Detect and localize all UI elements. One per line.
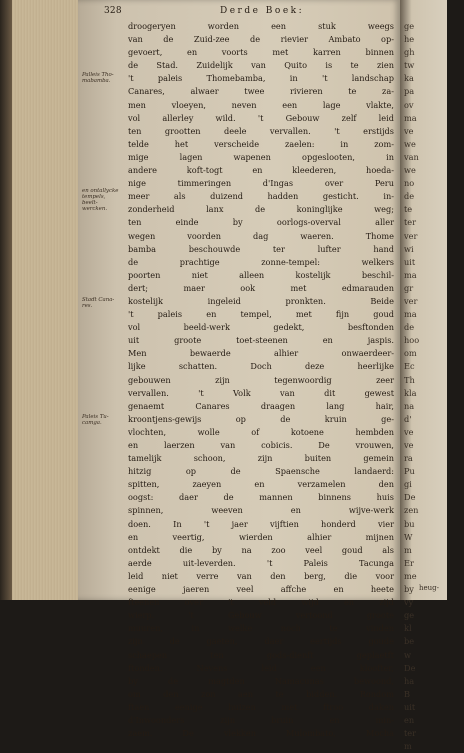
text-line: en laerzen van cobicis. De vrouwen, — [128, 440, 394, 450]
facing-text-line: Th — [404, 374, 415, 385]
facing-text-line: te — [404, 204, 413, 215]
facing-text-line: De — [404, 662, 416, 673]
facing-text-line: B — [404, 688, 411, 699]
facing-text-line: m — [404, 741, 412, 752]
facing-text-line: wi — [404, 243, 414, 254]
text-line: de Stad. Zuidelijk van Quito is te zien — [128, 60, 394, 71]
text-line: by de magtden Namacunas bewoond, — [128, 675, 394, 686]
facing-text-line: kl — [404, 623, 412, 634]
text-line: nige timmeringen d'Ingas over Peru — [128, 178, 394, 189]
facing-text-line: W — [404, 531, 413, 542]
facing-text-line: ma — [404, 112, 417, 123]
text-line: ftaen eenige huizen met ftroo daken — [128, 701, 394, 712]
margin-note: Paleis Tu-camga. — [82, 414, 109, 426]
text-line: ontdekt die by na zoo veel goud als — [128, 544, 394, 555]
text-line: vervallen. 't Volk van dit gewest — [128, 387, 394, 398]
text-line: spitten, zaeyen en verzamelen den — [128, 479, 394, 490]
text-line: d'Inwoonders zijn bruin en min- — [128, 714, 394, 725]
text-line: ten einde by oorlogs-overval aller — [128, 217, 394, 228]
text-line: Men bewaerde alhier onwaerdeer- — [128, 348, 394, 359]
facing-text-line: van — [404, 151, 419, 162]
facing-text-line: be — [404, 636, 415, 647]
text-line: vol allerley wild. 't Gebouw zelf leid — [128, 112, 394, 123]
right-page-edge — [400, 0, 447, 752]
text-line: lijke schatten. Doch deze heerlijke — [128, 361, 394, 372]
facing-text-line: ma — [404, 269, 417, 280]
facing-text-line: ge — [404, 21, 415, 31]
facing-text-line: de — [404, 322, 415, 333]
margin-note: Palleis Tho-mabamba. — [82, 72, 114, 84]
margin-note: en ontallycke tempels, beelt-wercken. — [82, 188, 119, 212]
text-line: 't paleis en tempel, met fijn goud — [128, 309, 394, 320]
left-page — [78, 0, 400, 739]
text-line: vlochten, wolle of kotoene hembden — [128, 426, 394, 437]
facing-text-line: bu — [404, 518, 415, 529]
facing-text-line: tw — [404, 60, 415, 71]
facing-text-line: hoo — [404, 335, 420, 346]
text-line: aerde uit-leverden. 't Paleis Tacunga — [128, 557, 394, 568]
facing-text-line: we — [404, 138, 416, 149]
text-line: en veertig, wierden alhier mijnen — [128, 531, 394, 542]
text-line: kroontjens-gewijs op de kruin ge- — [128, 413, 394, 424]
text-line: van de Zuid-zee de rievier Ambato op- — [128, 34, 394, 45]
facing-text-line: ver — [404, 230, 418, 241]
text-line: wegen voorden dag waeren. Thome — [128, 230, 394, 241]
facing-text-line: om — [404, 348, 417, 359]
margin-notes — [82, 0, 122, 600]
facing-text-line: na — [404, 400, 415, 411]
text-line: ftonden. Nevens leid een kloofter, — [128, 662, 394, 673]
body-text — [128, 20, 394, 740]
facing-text-line: ra — [404, 453, 413, 464]
facing-text-line: ter — [404, 728, 417, 739]
facing-text-line: w — [404, 649, 412, 660]
text-line: doen. In 't jaer vijftien honderd vier — [128, 518, 394, 529]
facing-text-line: uit — [404, 701, 416, 712]
facing-text-line: gr — [404, 282, 414, 293]
facing-text-line: De — [404, 492, 416, 503]
facing-text-line: ov — [404, 99, 414, 110]
facing-text-line: he — [404, 34, 415, 45]
text-line: droogeryen worden een stuk weegs — [128, 21, 394, 31]
text-line: muuren, in welke noch te vinden — [128, 623, 394, 634]
text-line: telde het verscheide zaelen: in zom- — [128, 138, 394, 149]
facing-text-line: by — [404, 584, 414, 595]
text-line: om den zon aen te bidden. Rondom — [128, 688, 394, 699]
text-line: schaepen ten gods-dienft geplaetft — [128, 649, 394, 660]
facing-text-line: we — [404, 165, 416, 176]
text-line: de prachtige zonne-tempel: welkers — [128, 256, 394, 267]
page-header — [104, 6, 394, 20]
text-line: zijn de gaeten, daer eertijds goude — [128, 636, 394, 647]
running-head: Derde Boek: — [220, 6, 305, 16]
facing-text-line: Pu — [404, 466, 415, 477]
facing-text-line: uit — [404, 256, 416, 267]
facing-text-line: pa — [404, 86, 415, 97]
facing-text-line: d' — [404, 413, 412, 424]
catchword: heug- — [418, 584, 439, 592]
facing-text-line: ka — [404, 73, 414, 84]
facing-text-line: de — [404, 191, 415, 202]
text-line: uit groote toet-steenen en jaspis. — [128, 335, 394, 346]
text-line: spinnen, weeven en wijve-werk — [128, 505, 394, 516]
margin-note: Stadt Cana-res. — [82, 297, 115, 309]
text-line: hitzig op de Spaensche landaerd: — [128, 466, 394, 477]
text-line: kostelijk ingeleid pronkten. Beide — [128, 295, 394, 306]
text-line: oogst: daer de mannen binnens huis — [128, 492, 394, 503]
text-line: leid niet verre van den berg, die voor — [128, 570, 394, 581]
text-line: dert; maer ook met edmarauden — [128, 282, 394, 293]
facing-text-line: ma — [404, 309, 417, 320]
text-line: vol beeld-werk gedekt, besftonden — [128, 322, 394, 333]
text-line: 't paleis Thomebamba, in 't landschap — [128, 73, 394, 84]
facing-text-line: gh — [404, 47, 415, 58]
text-line: gebouwen zijn tegenwoordig zeer — [128, 374, 394, 385]
facing-text-line: Ec — [404, 361, 415, 372]
text-line: gevoert, en voorts met karren binnen — [128, 47, 394, 58]
text-line: poorten niet alleen kostelijk beschil- — [128, 269, 394, 280]
facing-text-line: ve — [404, 440, 414, 450]
facing-text-line: ter — [404, 217, 417, 228]
facing-text-line: ha — [404, 675, 415, 686]
facing-text-line: zen — [404, 505, 419, 516]
facing-text-line: no — [404, 178, 415, 189]
text-line: Canares, alwaer twee rivieren te za- — [128, 86, 394, 97]
text-line: wierp. 't Gebouw vertoond groote — [128, 610, 394, 621]
text-line: meer als duizend hadden gesticht. in- — [128, 191, 394, 202]
facing-text-line: ve — [404, 426, 414, 437]
text-line: mige lagen wapenen opgeslooten, in — [128, 151, 394, 162]
facing-text-line: kla — [404, 387, 417, 398]
text-line: zonderheid lanx de koninglijke weg; — [128, 204, 394, 215]
text-line: fteenen over 't veld wijd en zijd — [128, 597, 394, 608]
facing-text-line: en — [404, 714, 415, 725]
text-line: bamba beschouwde ter lufter hand — [128, 243, 394, 254]
facing-text-line: ge — [404, 610, 415, 621]
facing-text-line: vy — [404, 597, 414, 608]
text-line: tamelijk schoon, zijn buiten gemein — [128, 453, 394, 464]
facing-text-line: ver — [404, 295, 418, 306]
page-number: 328 — [104, 6, 122, 16]
text-line: genaemt Canares draagen lang hair, — [128, 400, 394, 411]
text-line: eenige jaeren veel affche en heete — [128, 584, 394, 595]
text-line: zaem. De vlekken Mulombato, Mocha — [128, 728, 394, 739]
text-line: men vloeyen, neven een lage vlakte, — [128, 99, 394, 110]
facing-text-line: ve — [404, 125, 414, 136]
facing-page-text — [404, 20, 464, 753]
text-line: ten grootten deele vervallen. 't erstijds — [128, 125, 394, 136]
facing-text-line: gi — [404, 479, 412, 490]
book-fore-edge — [0, 0, 78, 600]
text-line: andere koft-togt en kleederen, hoeda- — [128, 165, 394, 176]
facing-text-line: me — [404, 570, 417, 581]
facing-text-line: m — [404, 544, 412, 555]
facing-text-line: Er — [404, 557, 414, 568]
